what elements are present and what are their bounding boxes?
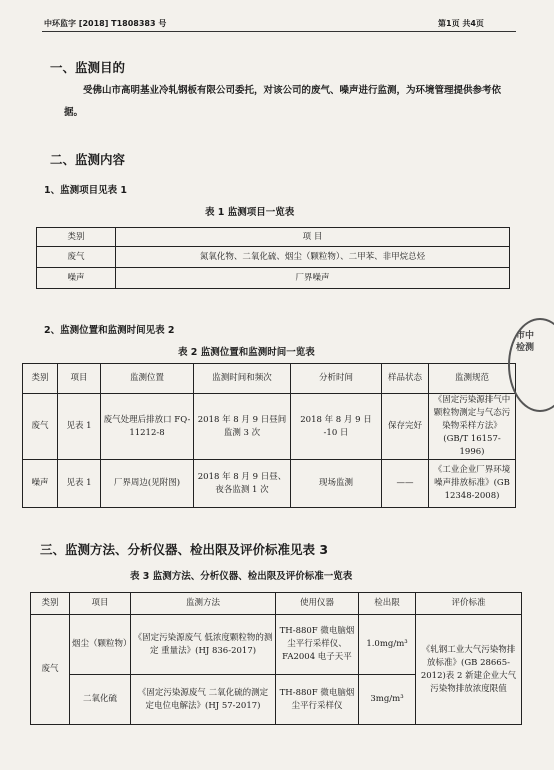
table3-header: 类别 xyxy=(31,593,70,615)
table1-caption: 表 1 监测项目一览表 xyxy=(205,207,295,218)
table1-cell: 废气 xyxy=(37,247,116,268)
stamp-text: 市中检测 xyxy=(516,331,535,353)
table3-cell: 烟尘（颗粒物） xyxy=(70,615,131,675)
table3-cell: 《固定污染源废气 低浓度颗粒物的测定 重量法》(HJ 836-2017) xyxy=(131,615,276,675)
table1-header: 项 目 xyxy=(116,228,510,247)
table2-header: 分析时间 xyxy=(291,364,382,394)
table2-cell: 见表 1 xyxy=(58,394,101,460)
table2-cell: 厂界周边(见附图) xyxy=(101,460,194,508)
document-number: 中环监字 [2018] T1808383 号 xyxy=(44,19,167,28)
section2-sub1: 1、监测项目见表 1 xyxy=(44,185,128,196)
table3-cell: TH-880F 微电脑烟尘平行采样仪 xyxy=(276,675,359,725)
table2-header: 监测时间和频次 xyxy=(194,364,291,394)
table2 xyxy=(22,363,516,508)
table2-header: 类别 xyxy=(23,364,58,394)
table3-caption: 表 3 监测方法、分析仪器、检出限及评价标准一览表 xyxy=(130,571,353,582)
table2-caption: 表 2 监测位置和监测时间一览表 xyxy=(178,347,315,358)
section1-paragraph: 受佛山市高明基业冷轧钢板有限公司委托，对该公司的废气、噪声进行监测，为环境管理提供参考依据。 xyxy=(64,85,502,118)
table2-header: 项目 xyxy=(58,364,101,394)
table3-cell: 3mg/m³ xyxy=(359,675,416,725)
section2-title: 二、监测内容 xyxy=(50,152,126,167)
table3-header: 评价标准 xyxy=(416,593,522,615)
table2-cell: 见表 1 xyxy=(58,460,101,508)
table2-header: 监测规范 xyxy=(429,364,516,394)
table2-cell: 2018 年 8 月 9 日昼间监测 3 次 xyxy=(194,394,291,460)
table2-cell: 2018 年 8 月 9 日昼、夜各监测 1 次 xyxy=(194,460,291,508)
table3-header: 使用仪器 xyxy=(276,593,359,615)
table2-cell: 废气 xyxy=(23,394,58,460)
table1-cell: 厂界噪声 xyxy=(116,268,510,289)
header-divider xyxy=(42,31,516,32)
table1-cell: 噪声 xyxy=(37,268,116,289)
table2-cell: 现场监测 xyxy=(291,460,382,508)
table3-cell: 二氧化硫 xyxy=(70,675,131,725)
table2-cell: 噪声 xyxy=(23,460,58,508)
table2-header: 监测位置 xyxy=(101,364,194,394)
table2-cell: —— xyxy=(382,460,429,508)
table2-cell: 《固定污染源排气中颗粒物测定与气态污染物采样方法》(GB/T 16157-1996) xyxy=(429,394,516,460)
table2-cell: 保存完好 xyxy=(382,394,429,460)
section1-title: 一、监测目的 xyxy=(50,60,126,75)
table1-cell: 氮氧化物、二氧化硫、烟尘（颗粒物）、二甲苯、非甲烷总烃 xyxy=(116,247,510,268)
section2-sub2: 2、监测位置和监测时间见表 2 xyxy=(44,325,175,336)
table1-header: 类别 xyxy=(37,228,116,247)
table3-cell: 《固定污染源废气 二氧化硫的测定 定电位电解法》(HJ 57-2017) xyxy=(131,675,276,725)
table3-category: 废气 xyxy=(31,615,70,725)
table2-cell: 废气处理后排放口 FQ-11212-8 xyxy=(101,394,194,460)
page-info: 第1页 共4页 xyxy=(438,19,484,28)
section3-title: 三、监测方法、分析仪器、检出限及评价标准见表 3 xyxy=(40,542,329,557)
table3 xyxy=(30,592,522,725)
table3-header: 项目 xyxy=(70,593,131,615)
table3-header: 监测方法 xyxy=(131,593,276,615)
table2-cell: 2018 年 8 月 9 日 -10 日 xyxy=(291,394,382,460)
table2-header: 样品状态 xyxy=(382,364,429,394)
table3-header: 检出限 xyxy=(359,593,416,615)
table3-cell: TH-880F 微电脑烟尘平行采样仪、FA2004 电子天平 xyxy=(276,615,359,675)
table2-cell: 《工业企业厂界环境噪声排放标准》(GB 12348-2008) xyxy=(429,460,516,508)
table3-cell: 1.0mg/m³ xyxy=(359,615,416,675)
table1 xyxy=(36,227,510,289)
table3-standard: 《轧钢工业大气污染物排放标准》(GB 28665-2012)表 2 新建企业大气污染物排放浓度限值 xyxy=(416,615,522,725)
